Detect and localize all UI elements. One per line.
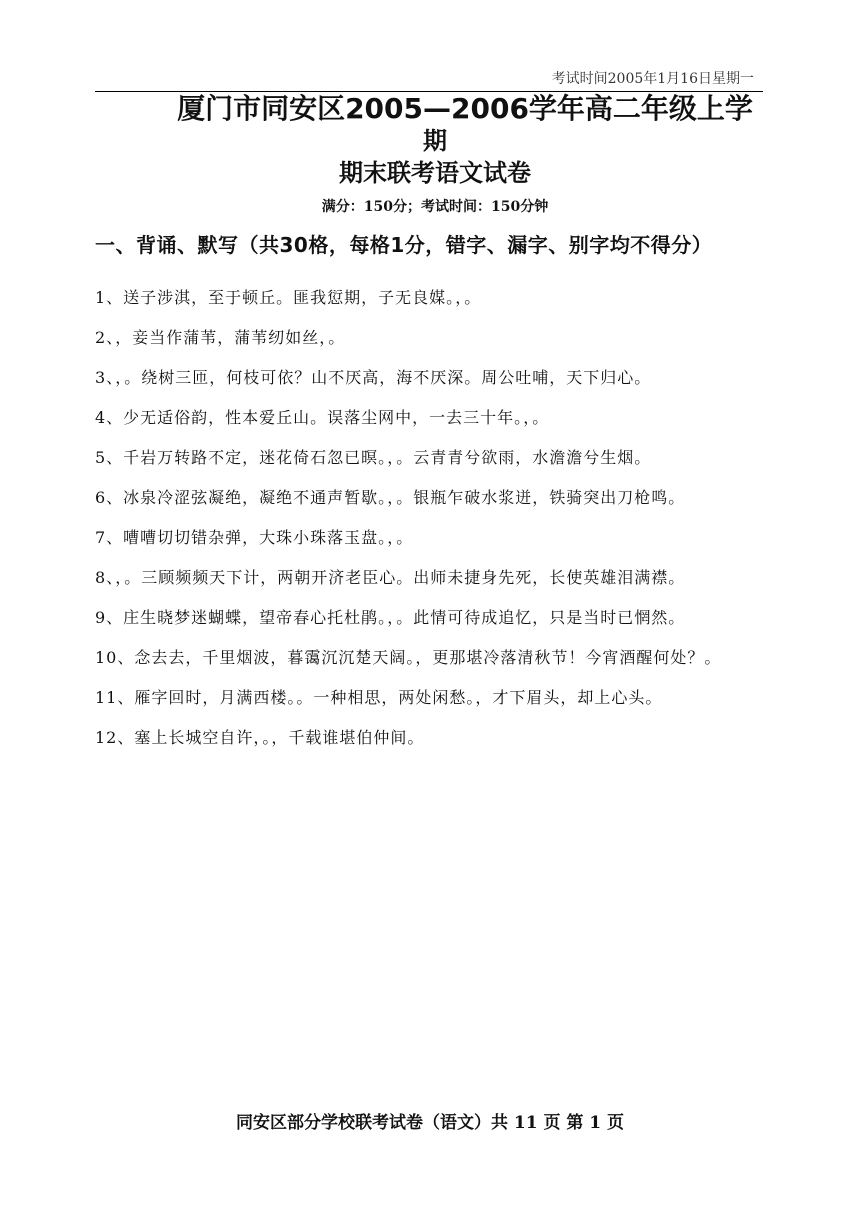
question-text: 10、念去去，千里烟波，暮霭沉沉楚天阔。 (95, 648, 416, 667)
question-text: 。此情可待成追忆，只是当时已惘然。 (396, 608, 686, 627)
exam-date-header: 考试时间2005年1月16日星期一 (551, 71, 754, 87)
question-text: 。云青青兮欲雨，水澹澹兮生烟。 (396, 448, 652, 467)
exam-meta: 满分：150分；考试时间：150分钟 (321, 199, 549, 215)
question-text: 4、少无适俗韵，性本爱丘山。误落尘网中，一去三十年。 (95, 408, 524, 427)
question-1 (95, 278, 765, 318)
question-text: 2、 (95, 328, 116, 347)
question-text: ， (387, 488, 397, 507)
question-text: ， (115, 568, 125, 587)
question-text: 。三顾频频天下计，两朝开济老臣心。出师未捷身先死，长使英雄泪满襟。 (124, 568, 686, 587)
question-text: 。 (396, 528, 414, 547)
question-10 (95, 638, 765, 678)
question-text: 。 (532, 408, 550, 427)
question-9 (95, 598, 765, 638)
question-text: ， (387, 528, 397, 547)
question-2 (95, 318, 765, 358)
page-title-line3: 期末联考语文试卷 (339, 159, 531, 187)
question-text: ，才下眉头，却上心头。 (475, 688, 663, 707)
question-11 (95, 678, 765, 718)
question-text: 12、塞上长城空自许， (95, 728, 263, 747)
question-text: ， (387, 448, 397, 467)
question-12 (95, 718, 765, 758)
question-text: 8、 (95, 568, 116, 587)
question-text: 。绕树三匝，何枝可依？山不厌高，海不厌深。周公吐哺，天下归心。 (124, 368, 652, 387)
question-text: 。 (262, 728, 272, 747)
question-text: ，妾当作蒲苇，蒲苇纫如丝， (115, 328, 329, 347)
question-text: ，更那堪冷落清秋节！今宵酒醒何处？ (415, 648, 705, 667)
question-text: 3、 (95, 368, 116, 387)
question-text: 5、千岩万转路不定，迷花倚石忽已暝。 (95, 448, 388, 467)
page-title-line2: 期 (423, 127, 447, 155)
question-text: 。银瓶乍破水浆迸，铁骑突出刀枪鸣。 (396, 488, 686, 507)
question-text: 11、雁字回时，月满西楼。 (95, 688, 297, 707)
question-5 (95, 438, 765, 478)
question-text: 。一种相思，两处闲愁。 (296, 688, 476, 707)
question-6 (95, 478, 765, 518)
question-text: ， (387, 608, 397, 627)
question-list (95, 278, 765, 758)
question-text: 9、庄生晓梦迷蝴蝶，望帝春心托杜鹃。 (95, 608, 388, 627)
question-text: ， (523, 408, 533, 427)
question-4 (95, 398, 765, 438)
question-text: 1、送子涉淇，至于顿丘。匪我愆期，子无良媒。 (95, 288, 456, 307)
section-heading: 一、背诵、默写（共30格，每格1分，错字、漏字、别字均不得分） (95, 233, 713, 257)
question-8 (95, 558, 765, 598)
question-text: 6、冰泉冷涩弦凝绝，凝绝不通声暂歇。 (95, 488, 388, 507)
question-text: 。 (328, 328, 346, 347)
question-text: 。 (464, 288, 482, 307)
question-text: 。 (704, 648, 722, 667)
page-footer: 同安区部分学校联考试卷（语文）共 11 页 第 1 页 (235, 1113, 625, 1133)
question-text: 7、嘈嘈切切错杂弹，大珠小珠落玉盘。 (95, 528, 388, 547)
question-3 (95, 358, 765, 398)
page-title-line1: 厦门市同安区2005—2006学年高二年级上学 (177, 92, 753, 125)
question-text: ， (115, 368, 125, 387)
question-7 (95, 518, 765, 558)
question-text: ，千载谁堪伯仲间。 (271, 728, 425, 747)
question-text: ， (455, 288, 465, 307)
